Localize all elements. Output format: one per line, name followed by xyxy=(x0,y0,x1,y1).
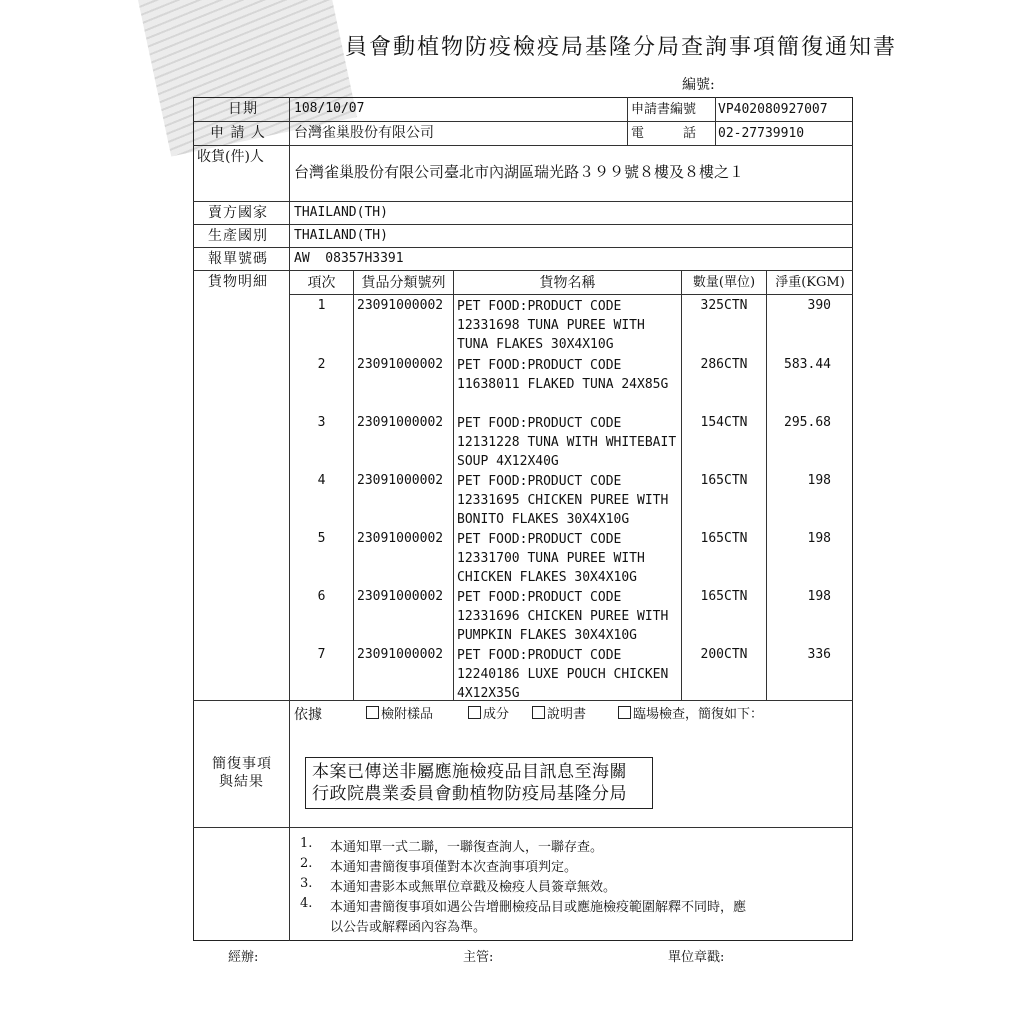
date-value: 108/10/07 xyxy=(294,101,365,116)
origin-country-label: 生產國別 xyxy=(208,228,268,244)
consignee-value: 台灣雀巢股份有限公司臺北市內湖區瑞光路３９９號８樓及８樓之１ xyxy=(294,163,745,181)
checkbox-icon xyxy=(366,706,379,719)
basis-label: 依據 xyxy=(294,707,322,723)
row-code: 23091000002 xyxy=(357,531,444,546)
row-code: 23091000002 xyxy=(357,589,444,604)
row-desc-line: PET FOOD:PRODUCT CODE xyxy=(457,474,622,489)
app-no-label: 申請書編號 xyxy=(631,102,697,117)
row-weight: 336 xyxy=(807,647,831,662)
row-desc-line: PUMPKIN FLAKES 30X4X10G xyxy=(457,628,638,643)
row-weight: 198 xyxy=(807,531,831,546)
row-desc-line: PET FOOD:PRODUCT CODE xyxy=(457,532,622,547)
row-desc-line: PET FOOD:PRODUCT CODE xyxy=(457,358,622,373)
row-desc-line: 11638011 FLAKED TUNA 24X85G xyxy=(457,377,669,392)
row-desc-line: TUNA FLAKES 30X4X10G xyxy=(457,337,614,352)
row-desc-line: 12331700 TUNA PUREE WITH xyxy=(457,551,645,566)
supervisor-label: 主管: xyxy=(463,950,494,965)
row-desc-line: PET FOOD:PRODUCT CODE xyxy=(457,590,622,605)
row-qty: 325CTN xyxy=(700,298,748,313)
row-desc-line: 12240186 LUXE POUCH CHICKEN xyxy=(457,667,669,682)
note-text: 本通知書簡復事項如遇公告增刪檢疫品目或應施檢疫範圍解釋不同時，應 xyxy=(330,900,747,915)
row-desc-line: 4X12X35G xyxy=(457,686,520,701)
col-header-name: 貨物名稱 xyxy=(539,275,596,291)
phone-label: 電 話 xyxy=(631,126,697,141)
row-qty: 154CTN xyxy=(700,415,748,430)
row-desc-line: SOUP 4X12X40G xyxy=(457,454,559,469)
row-number: 7 xyxy=(317,647,326,662)
row-number: 2 xyxy=(317,357,326,372)
row-qty: 165CTN xyxy=(700,473,748,488)
stamp-line: 本案已傳送非屬應施檢疫品目訊息至海關 xyxy=(312,762,627,782)
note-text: 本通知單一式二聯，一聯復查詢人，一聯存查。 xyxy=(330,840,604,855)
row-desc-line: 12131228 TUNA WITH WHITEBAIT xyxy=(457,435,677,450)
declaration-no-label: 報單號碼 xyxy=(208,251,268,267)
note-text: 本通知書影本或無單位章戳及檢疫人員簽章無效。 xyxy=(330,880,617,895)
note-number: 3. xyxy=(300,876,313,891)
consignee-label: 收貨(件)人 xyxy=(197,149,264,165)
note-number: 4. xyxy=(300,896,313,911)
seller-country-value: THAILAND(TH) xyxy=(294,205,388,220)
row-weight: 583.44 xyxy=(784,357,831,372)
row-qty: 165CTN xyxy=(700,531,748,546)
note-number: 1. xyxy=(300,836,313,851)
row-weight: 295.68 xyxy=(784,415,831,430)
col-header-item: 項次 xyxy=(307,275,336,291)
checkbox-icon xyxy=(532,706,545,719)
app-no-value: VP402080927007 xyxy=(718,102,828,117)
row-code: 23091000002 xyxy=(357,357,444,372)
row-desc-line: 12331696 CHICKEN PUREE WITH xyxy=(457,609,669,624)
option-ingredients: 成分 xyxy=(468,706,509,724)
row-desc-line: CHICKEN FLAKES 30X4X10G xyxy=(457,570,638,585)
row-number: 1 xyxy=(317,298,326,313)
note-text: 以公告或解釋函內容為準。 xyxy=(330,920,487,935)
row-qty: 200CTN xyxy=(700,647,748,662)
row-number: 6 xyxy=(317,589,326,604)
option-manual: 說明書 xyxy=(532,706,586,724)
seal-label: 單位章戳: xyxy=(668,950,725,965)
row-number: 4 xyxy=(317,473,326,488)
applicant-value: 台灣雀巢股份有限公司 xyxy=(294,125,434,141)
checkbox-icon xyxy=(618,706,631,719)
row-desc-line: PET FOOD:PRODUCT CODE xyxy=(457,416,622,431)
row-desc-line: BONITO FLAKES 30X4X10G xyxy=(457,512,630,527)
row-desc-line: PET FOOD:PRODUCT CODE xyxy=(457,648,622,663)
row-desc-line: 12331695 CHICKEN PUREE WITH xyxy=(457,493,669,508)
col-header-weight: 淨重(KGM) xyxy=(775,275,845,290)
note-text: 本通知書簡復事項僅對本次查詢事項判定。 xyxy=(330,860,578,875)
phone-value: 02-27739910 xyxy=(718,126,805,141)
applicant-label: 申 請 人 xyxy=(210,125,266,141)
declaration-no-value: AW 08357H3391 xyxy=(294,251,404,266)
row-number: 3 xyxy=(317,415,326,430)
col-header-code: 貨品分類號列 xyxy=(361,275,446,291)
row-code: 23091000002 xyxy=(357,473,444,488)
handler-label: 經辦: xyxy=(228,950,259,965)
checkbox-icon xyxy=(468,706,481,719)
row-code: 23091000002 xyxy=(357,298,444,313)
stamp-line: 行政院農業委員會動植物防疫局基隆分局 xyxy=(312,784,627,804)
row-code: 23091000002 xyxy=(357,415,444,430)
seller-country-label: 賣方國家 xyxy=(208,205,268,221)
row-code: 23091000002 xyxy=(357,647,444,662)
official-stamp xyxy=(305,757,653,809)
document-title: 員會動植物防疫檢疫局基隆分局查詢事項簡復通知書 xyxy=(345,35,898,60)
goods-detail-label: 貨物明細 xyxy=(208,274,268,290)
serial-number-label: 編號: xyxy=(682,77,715,93)
reply-section-label-2: 與結果 xyxy=(219,774,264,790)
row-qty: 165CTN xyxy=(700,589,748,604)
note-number: 2. xyxy=(300,856,313,871)
origin-country-value: THAILAND(TH) xyxy=(294,228,388,243)
row-number: 5 xyxy=(317,531,326,546)
row-desc-line: 12331698 TUNA PUREE WITH xyxy=(457,318,645,333)
date-label: 日期 xyxy=(228,101,258,117)
reply-section-label-1: 簡復事項 xyxy=(212,756,272,772)
row-qty: 286CTN xyxy=(700,357,748,372)
row-weight: 198 xyxy=(807,589,831,604)
row-desc-line: PET FOOD:PRODUCT CODE xyxy=(457,299,622,314)
row-weight: 198 xyxy=(807,473,831,488)
row-weight: 390 xyxy=(807,298,831,313)
option-sample: 檢附樣品 xyxy=(366,706,433,724)
col-header-qty: 數量(單位) xyxy=(692,275,756,290)
option-onsite-inspection: 臨場檢查，簡復如下： xyxy=(618,706,763,724)
